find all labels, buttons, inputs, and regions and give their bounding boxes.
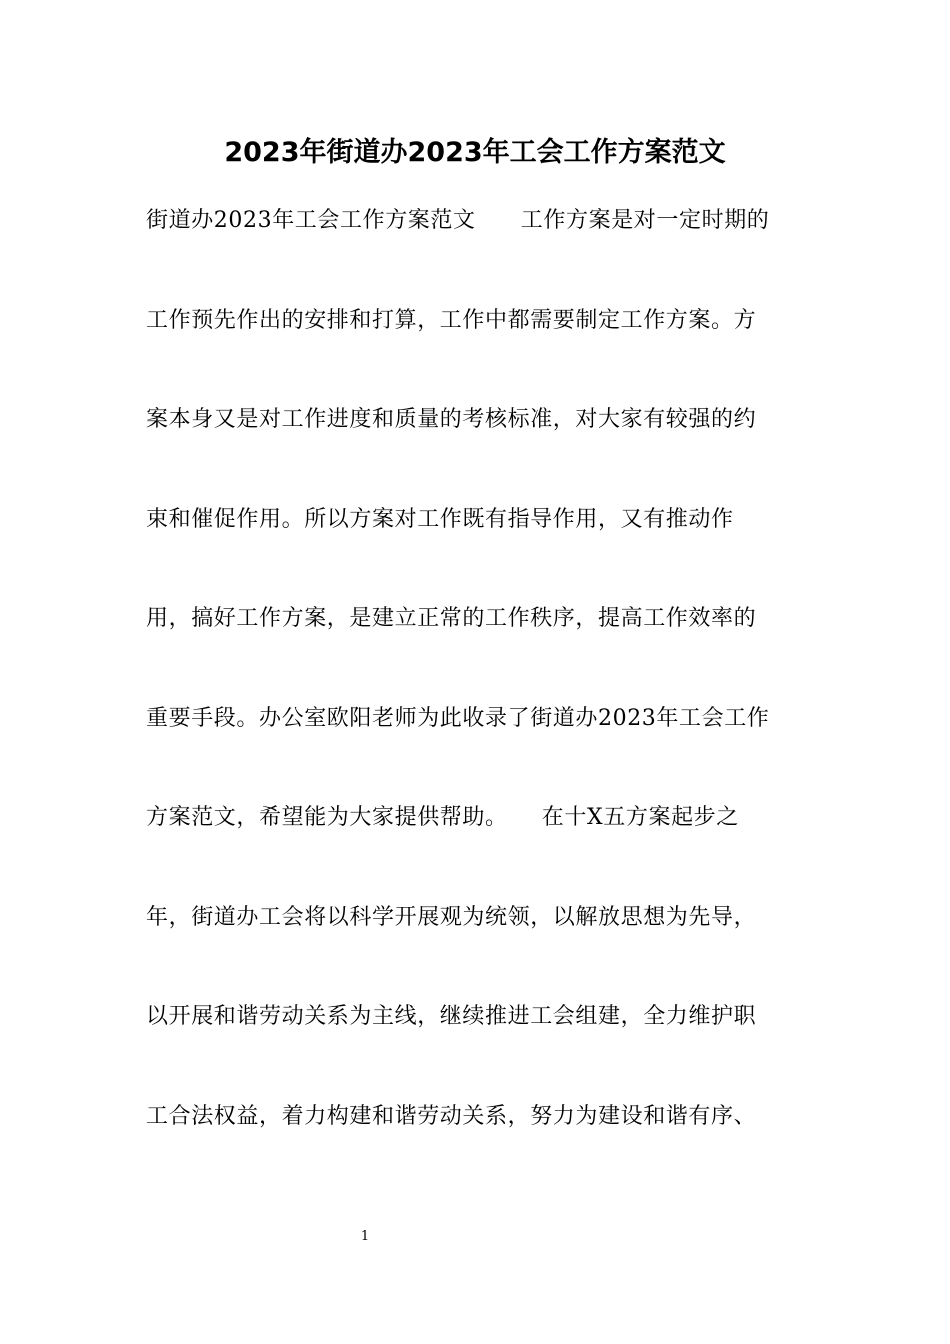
- page-number: 1: [360, 1229, 370, 1244]
- body-line-2: 工作预先作出的安排和打算，工作中都需要制定工作方案。方: [146, 307, 757, 333]
- body-line-8: 年，街道办工会将以科学开展观为统领，以解放思想为先导，: [146, 904, 757, 930]
- body-line-4: 束和催促作用。所以方案对工作既有指导作用，又有推动作: [146, 506, 734, 532]
- body-line-7: 方案范文，希望能为大家提供帮助。 在十X五方案起步之: [146, 805, 739, 830]
- body-line-3: 案本身又是对工作进度和质量的考核标准，对大家有较强的约: [146, 407, 757, 432]
- body-line-6: 重要手段。办公室欧阳老师为此收录了街道办2023年工会工作: [146, 705, 770, 731]
- body-line-9: 以开展和谐劳动关系为主线，继续推进工会组建，全力维护职: [146, 1004, 757, 1029]
- body-line-10: 工合法权益，着力构建和谐劳动关系，努力为建设和谐有序、: [146, 1103, 757, 1129]
- body-line-1: 街道办2023年工会工作方案范文 工作方案是对一定时期的: [146, 208, 770, 233]
- body-line-5: 用，搞好工作方案，是建立正常的工作秩序，提高工作效率的: [146, 606, 757, 631]
- document-title: 2023年街道办2023年工会工作方案范文: [224, 137, 726, 168]
- document-body: [146, 199, 806, 1194]
